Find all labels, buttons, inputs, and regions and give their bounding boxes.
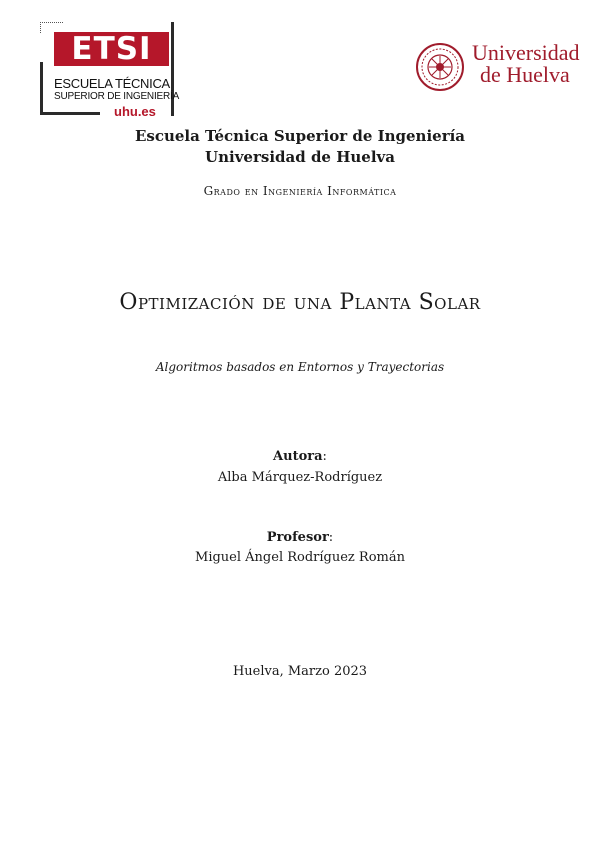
etsi-logo [40, 22, 180, 122]
logo-frame-left [40, 62, 43, 114]
professor-name: Miguel Ángel Rodríguez Román [195, 550, 405, 565]
author-label: Autora: [273, 449, 327, 464]
etsi-school-line2: SUPERIOR DE INGENIERÍA [54, 91, 180, 102]
university-wordmark-line2: de Huelva [480, 62, 570, 87]
etsi-wordmark: ETSI [54, 32, 169, 66]
university-wordmark-line1: Universidad [472, 40, 580, 65]
university-wordmark [472, 42, 580, 86]
school-name-line2: Universidad de Huelva [205, 148, 395, 166]
author-name: Alba Márquez-Rodríguez [217, 470, 383, 485]
place-date: Huelva, Marzo 2023 [232, 664, 368, 679]
school-name [0, 126, 600, 168]
document-subtitle: Algoritmos basados en Entornos y Trayectorias [155, 360, 445, 374]
degree-name: Grado en Ingeniería Informática [203, 184, 397, 198]
logo-frame-bottom [40, 112, 100, 115]
author-label-text: Autora [273, 449, 323, 464]
professor-label-text: Profesor [266, 530, 329, 545]
university-seal-icon [415, 42, 465, 92]
document-title: Optimización de una Planta Solar [119, 290, 481, 315]
school-name-line1: Escuela Técnica Superior de Ingeniería [134, 127, 466, 145]
etsi-school-line1: ESCUELA TÉCNICA [54, 76, 170, 91]
etsi-uhu-domain: uhu.es [114, 104, 156, 119]
professor-label: Profesor: [266, 530, 334, 545]
